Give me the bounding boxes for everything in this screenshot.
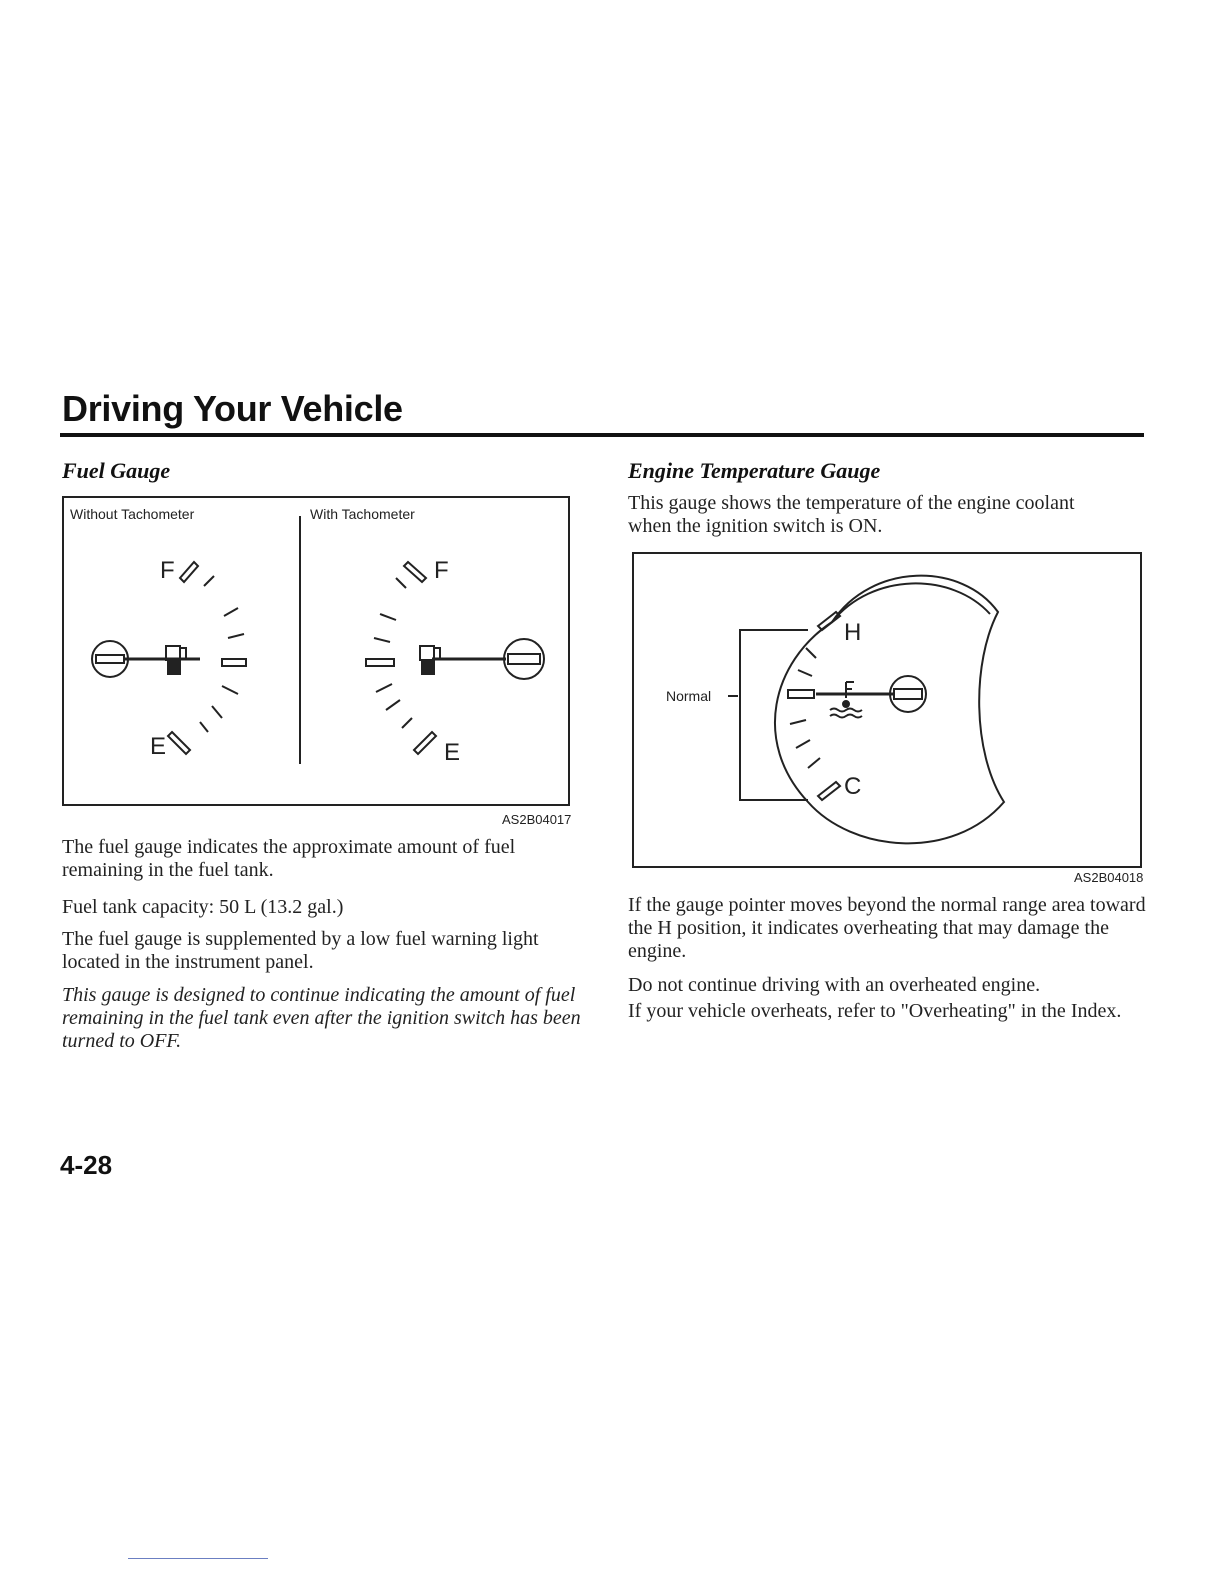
full-mark-left: F xyxy=(160,557,175,584)
temperature-gauge-figure xyxy=(632,552,1142,868)
fuel-gauge-left-dial xyxy=(92,557,246,760)
fuel-gauge-illustration xyxy=(62,496,570,806)
page-number: 4-28 xyxy=(60,1150,113,1180)
temperature-paragraph-1: If the gauge pointer moves beyond the normal range area toward the H position, it indicates overheating that may damage the engine. xyxy=(628,894,1146,962)
empty-mark-right: E xyxy=(444,739,461,766)
temperature-figure-code: AS2B04018 xyxy=(1074,870,1144,885)
temperature-paragraph-3: If your vehicle overheats, refer to "Overheating" in the Index. xyxy=(628,1000,1122,1022)
normal-range-label: Normal xyxy=(666,688,712,704)
temperature-dial xyxy=(728,576,1004,844)
footer-link-underline xyxy=(128,1558,268,1559)
fuel-gauge-heading: Fuel Gauge xyxy=(62,458,171,483)
temperature-gauge-illustration xyxy=(632,552,1142,868)
engine-temperature-heading: Engine Temperature Gauge xyxy=(628,458,881,483)
fuel-gauge-right-dial xyxy=(366,557,544,766)
fuel-paragraph-1: The fuel gauge indicates the approximate amount of fuel remaining in the fuel tank. xyxy=(62,836,516,881)
without-tachometer-label: Without Tachometer xyxy=(70,506,195,522)
chapter-title: Driving Your Vehicle xyxy=(62,388,403,429)
fuel-note: This gauge is designed to continue indicating the amount of fuel remaining in the fuel tank even after the ignition switch has been turned to OFF. xyxy=(62,984,581,1052)
cold-mark: C xyxy=(844,773,862,800)
header-divider xyxy=(60,433,1144,437)
fuel-paragraph-3: The fuel gauge is supplemented by a low fuel warning light located in the instrument panel. xyxy=(62,928,539,973)
fuel-paragraph-2: Fuel tank capacity: 50 L (13.2 gal.) xyxy=(62,896,344,918)
empty-mark-left: E xyxy=(150,733,167,760)
fuel-figure-code: AS2B04017 xyxy=(502,812,572,827)
engine-temperature-intro: This gauge shows the temperature of the engine coolant when the ignition switch is ON. xyxy=(628,492,1075,537)
full-mark-right: F xyxy=(434,557,449,584)
with-tachometer-label: With Tachometer xyxy=(310,506,415,522)
hot-mark: H xyxy=(844,619,862,646)
fuel-gauge-figure xyxy=(62,496,570,806)
temperature-paragraph-2: Do not continue driving with an overheated engine. xyxy=(628,974,1041,996)
